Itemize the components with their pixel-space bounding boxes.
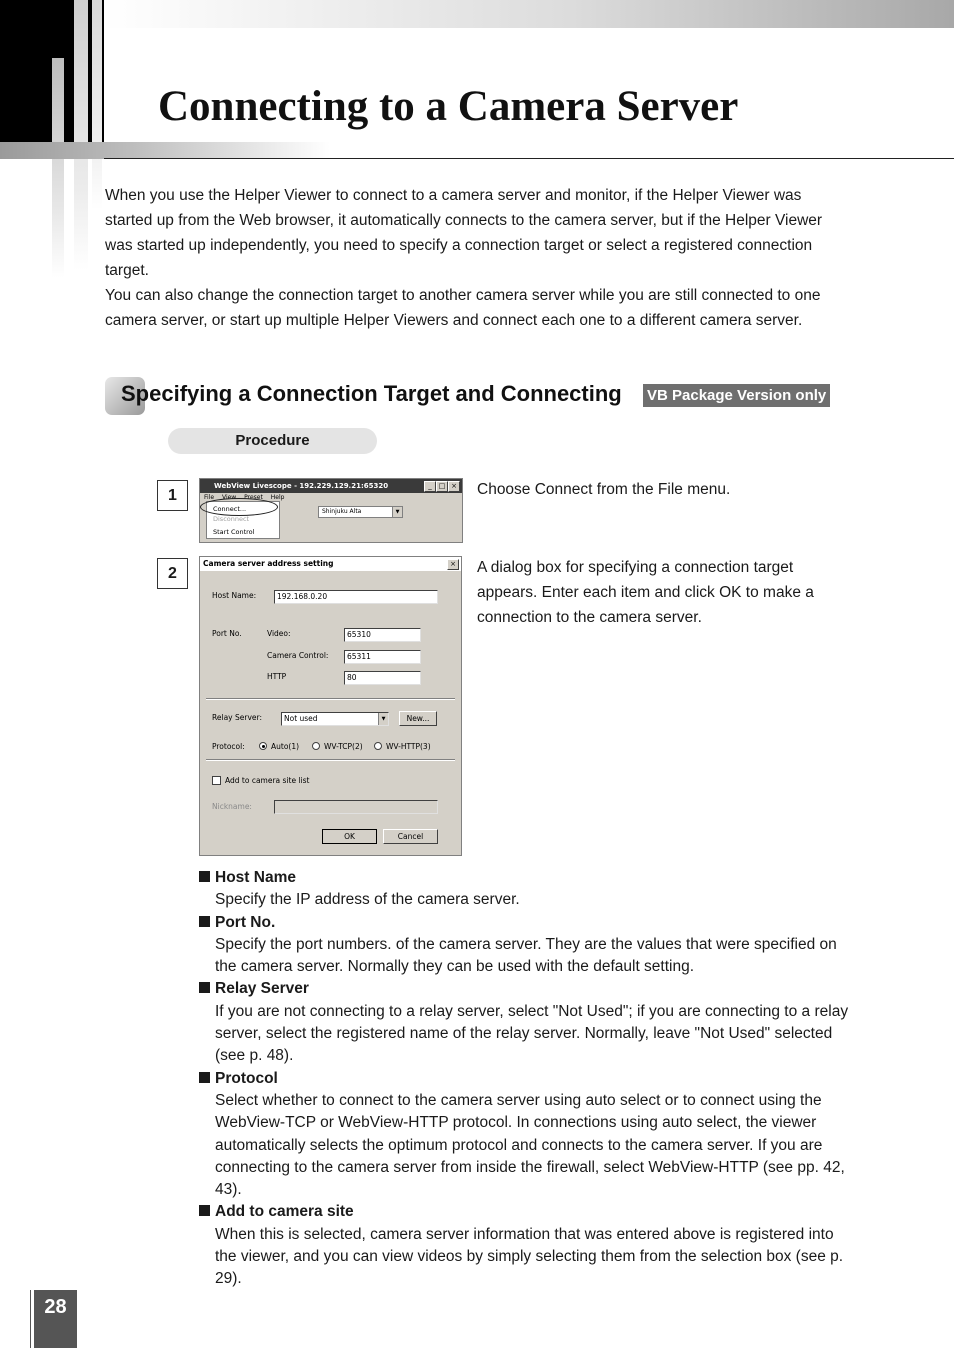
description-term xyxy=(199,867,859,889)
term-label: Add to camera site xyxy=(215,1203,354,1221)
step-number: 1 xyxy=(157,480,188,511)
menu-preset: Preset xyxy=(244,494,263,501)
step-text: Choose Connect from the File menu. xyxy=(477,481,731,498)
dialog-title: Camera server address setting xyxy=(200,557,461,571)
dialog-separator xyxy=(206,698,455,700)
page-number: 28 xyxy=(34,1290,77,1348)
protocol-option-wv-http: WV-HTTP(3) xyxy=(386,742,431,751)
screenshot-dialog xyxy=(199,556,462,856)
description-body: Specify the IP address of the camera server. xyxy=(215,891,520,909)
radio-wv-http xyxy=(374,742,382,750)
minimize-icon: _ xyxy=(424,481,436,492)
ok-button: OK xyxy=(322,829,377,844)
close-icon: × xyxy=(447,559,459,570)
header-stripe xyxy=(74,0,88,270)
nickname-field xyxy=(274,800,438,814)
chevron-down-icon: ▼ xyxy=(378,713,388,725)
page-number-rule xyxy=(30,1290,31,1348)
header-gradient-bar xyxy=(104,0,954,28)
step-text: A dialog box for specifying a connection target appears. Enter each item and click OK to make a connection to the camera server. xyxy=(477,559,814,626)
intro-paragraph: You can also change the connection target to another camera server while you are still connected to one camera server, or start up multiple Helper Viewers and connect each one to a different camera server. xyxy=(105,287,821,329)
camera-control-port-field: 65311 xyxy=(344,650,421,664)
header-gradient-bar xyxy=(0,142,330,159)
camera-control-label: Camera Control: xyxy=(267,651,329,660)
step-number: 2 xyxy=(157,558,188,589)
description-term xyxy=(199,978,859,1000)
nickname-label: Nickname: xyxy=(212,802,252,811)
description-term xyxy=(199,912,859,934)
protocol-option-auto: Auto(1) xyxy=(271,742,300,751)
highlight-oval xyxy=(200,498,278,516)
protocol-label: Protocol: xyxy=(212,742,245,751)
radio-auto xyxy=(259,742,267,750)
http-label: HTTP xyxy=(267,672,287,681)
port-no-label: Port No. xyxy=(212,629,242,638)
relay-server-value: Not used xyxy=(284,714,318,723)
cancel-button: Cancel xyxy=(383,829,438,844)
term-label: Port No. xyxy=(215,913,276,931)
menu-help: Help xyxy=(270,494,285,501)
protocol-option-wv-tcp: WV-TCP(2) xyxy=(324,742,363,751)
square-bullet-icon xyxy=(199,871,210,882)
dialog-separator xyxy=(206,759,455,761)
header-stripe xyxy=(52,58,64,278)
host-name-label: Host Name: xyxy=(212,591,257,600)
relay-server-select xyxy=(281,712,389,726)
term-label: Host Name xyxy=(215,869,296,886)
preset-combo xyxy=(318,506,403,518)
screenshot-file-menu xyxy=(199,478,463,543)
term-label: Relay Server xyxy=(215,980,309,998)
term-label: Protocol xyxy=(215,1069,278,1087)
radio-wv-tcp xyxy=(312,742,320,750)
description-term xyxy=(199,1201,859,1223)
version-badge: VB Package Version only xyxy=(643,384,830,407)
description-body: When this is selected, camera server information that was entered above is registered into the viewer, and you can view videos by simply selecting them from the selection box (see p. 29). xyxy=(215,1225,844,1288)
procedure-label: Procedure xyxy=(168,428,377,454)
square-bullet-icon xyxy=(199,1072,210,1083)
intro-text xyxy=(105,183,850,333)
description-term xyxy=(199,1068,859,1090)
video-port-field: 65310 xyxy=(344,628,421,642)
square-bullet-icon xyxy=(199,1205,210,1216)
section-heading xyxy=(105,376,865,416)
add-site-checkbox xyxy=(212,776,221,785)
close-icon: × xyxy=(448,481,460,492)
window-title: WebView Livescope - 192.229.129.21:65320 xyxy=(200,479,462,493)
video-label: Video: xyxy=(267,629,291,638)
square-bullet-icon xyxy=(199,982,210,993)
new-relay-button: New... xyxy=(399,711,437,726)
relay-server-label: Relay Server: xyxy=(212,713,262,722)
description-body: Specify the port numbers. of the camera server. They are the values that were specified on the camera server. Normally they can be used with the default setting. xyxy=(215,935,837,976)
description-body: Select whether to connect to the camera server using auto select or to connect using the WebView-TCP or WebView-HTTP protocol. In connections using auto select, the viewer automatically selects the optimum protocol and connects to the camera server. If you are connecting to the camera server from inside the firewall, select WebView-HTTP (see pp. 42, 43). xyxy=(215,1091,845,1199)
host-name-field: 192.168.0.20 xyxy=(274,590,438,604)
description-body: If you are not connecting to a relay server, select "Not Used"; if you are connecting to a relay server, select the registered name of the relay server. Normally, leave "Not Used" selected (see p. 48). xyxy=(215,1002,849,1065)
menu-item-connect: Connect... xyxy=(213,505,247,513)
page-title: Connecting to a Camera Server xyxy=(158,83,739,130)
http-port-field: 80 xyxy=(344,671,421,685)
menu-item-disconnect: Disconnect xyxy=(213,515,250,523)
preset-value: Shinjuku Alta xyxy=(322,508,362,515)
menu-view: View xyxy=(221,494,237,501)
header-stripe xyxy=(92,0,102,210)
maximize-icon: □ xyxy=(436,481,448,492)
menu-file: File xyxy=(204,494,215,501)
field-descriptions xyxy=(199,867,859,1291)
header-rule xyxy=(104,158,954,159)
intro-paragraph: When you use the Helper Viewer to connect to a camera server and monitor, if the Helper Viewer was started up from the Web browser, it automatically connects to the camera server, but if the Helper Viewer was started up independently, you need to specify a connection target or select a registered connection target. xyxy=(105,187,823,279)
menu-item-start-control: Start Control xyxy=(213,528,255,536)
chevron-down-icon: ▼ xyxy=(392,507,402,517)
square-bullet-icon xyxy=(199,916,210,927)
add-site-label: Add to camera site list xyxy=(225,776,310,785)
section-title: Specifying a Connection Target and Connecting xyxy=(121,381,622,406)
